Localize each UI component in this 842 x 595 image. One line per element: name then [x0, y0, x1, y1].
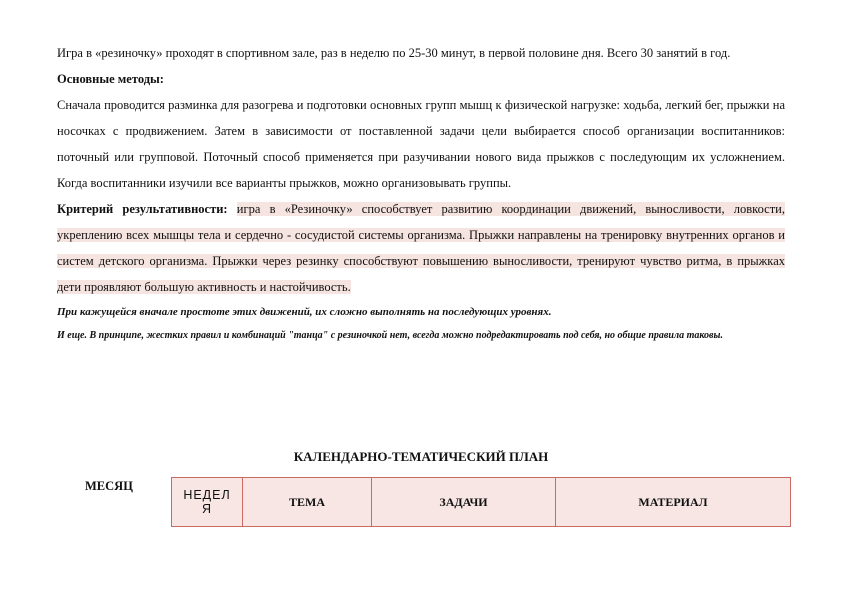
table-header-row: [172, 478, 791, 527]
header-material: МАТЕРИАЛ: [556, 478, 791, 527]
intro-paragraph: Игра в «резиночку» проходят в спортивном зале, раз в неделю по 25-30 минут, в первой половине дня. Всего 30 занятий в год.: [57, 46, 731, 60]
month-label: МЕСЯЦ: [85, 479, 133, 493]
plan-title: КАЛЕНДАРНО-ТЕМАТИЧЕСКИЙ ПЛАН: [293, 449, 549, 464]
criterion-heading: Критерий результативности:: [57, 202, 228, 216]
criterion-text: игра в «Резиночку» способствует развитию координации движений, выносливости, ловкости, укреплению всех мышцы тела и сердечно - сосудистой системы организма. Прыжки направлены на тренировку внутренних органов и систем детского организма. Прыжки через резинку способствуют повышению выносливости, тренируют чувство ритма, в прыжках дети проявляют большую активность и настойчивость.: [57, 202, 785, 294]
header-tasks: ЗАДАЧИ: [372, 478, 556, 527]
criterion-paragraph: [57, 196, 785, 300]
header-topic: ТЕМА: [243, 478, 372, 527]
note-paragraph-1: При кажущейся вначале простоте этих движений, их сложно выполнять на последующих уровнях.: [57, 306, 552, 318]
methods-heading: Основные методы:: [57, 72, 164, 86]
note-paragraph-2: И еще. В принципе, жестких правил и комбинаций "танца" с резиночкой нет, всегда можно подредактировать под себя, но общие правила таковы.: [57, 330, 723, 341]
header-week: НЕДЕЛ Я: [172, 478, 243, 527]
plan-table: [171, 477, 791, 527]
methods-paragraph: Сначала проводится разминка для разогрева и подготовки основных групп мышц к физической нагрузке: ходьба, легкий бег, прыжки на носочках с продвижением. Затем в зависимости от поставленной задачи цели выбирается способ организации воспитанников: поточный или групповой. Поточный способ применяется при разучивании нового вида прыжков с последующим их усложнением. Когда воспитанники изучили все варианты прыжков, можно организовывать группы.: [57, 98, 785, 190]
document-body: [57, 40, 785, 348]
